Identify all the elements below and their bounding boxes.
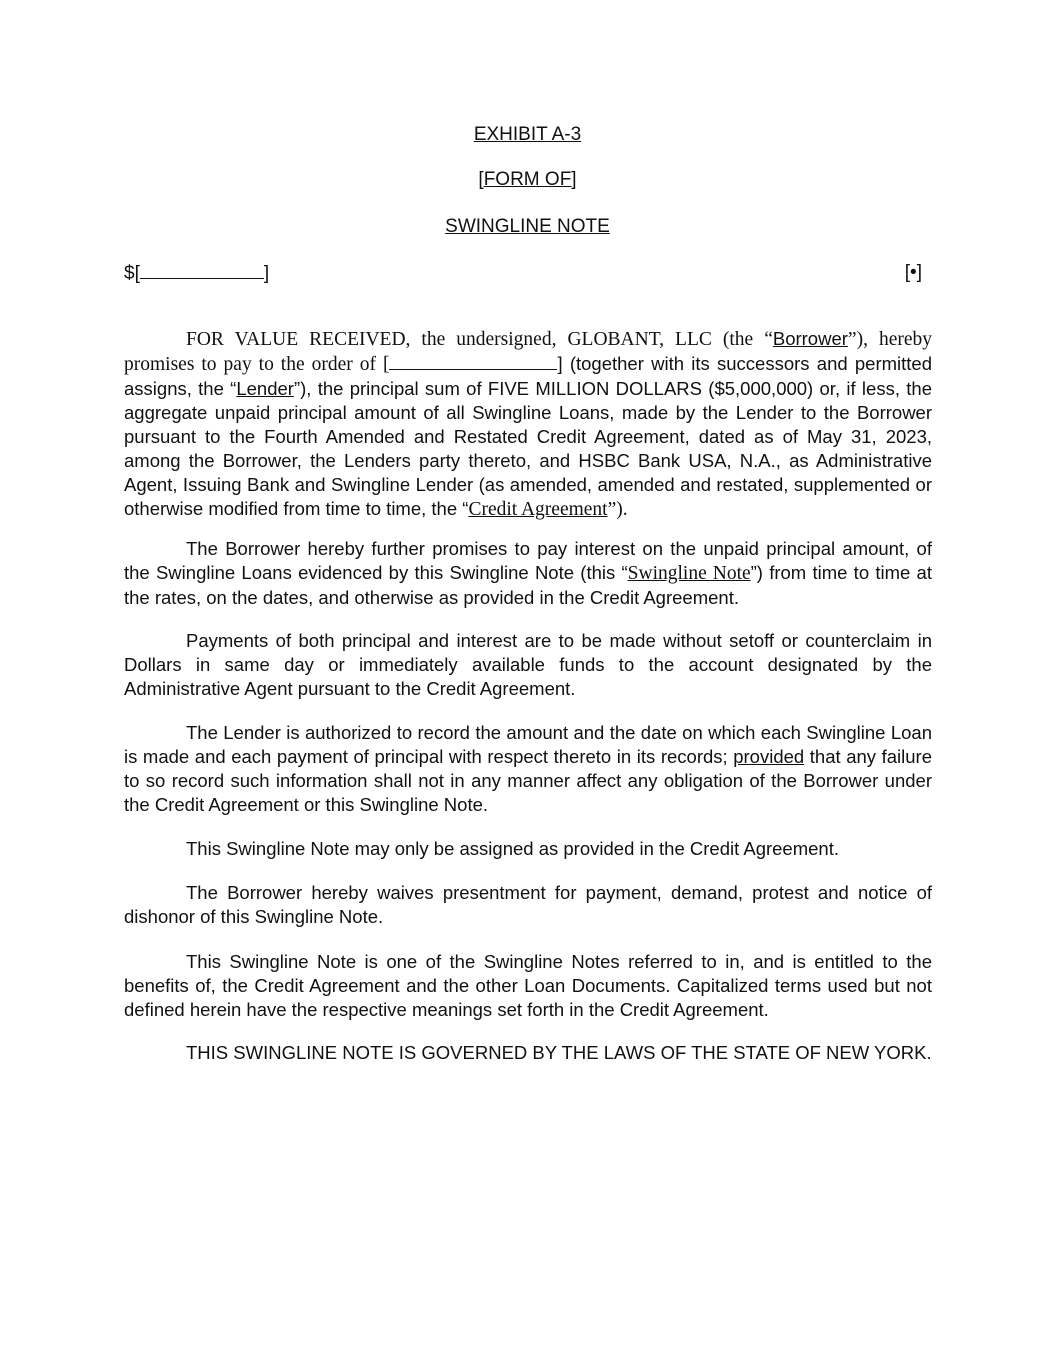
date-placeholder: [•] <box>904 262 922 283</box>
amount-prefix: $[ <box>124 263 140 284</box>
paragraph-interest: The Borrower hereby further promises to pay interest on the unpaid principal amount, of the Swingline Loans evidenced by this Swingline Note (this “Swingline Note”) from time to time at the rates, on the dates, and otherwise as provided in the Credit Agreement. <box>124 538 932 608</box>
paragraph-benefits: This Swingline Note is one of the Swingline Notes referred to in, and is entitled to the benefits of, the Credit Agreement and the other Loan Documents. Capitalized terms used but not defined herein have the respective meanings set forth in the Credit Agreement. <box>124 951 932 1020</box>
paragraph-assignment: This Swingline Note may only be assigned as provided in the Credit Agreement. <box>186 838 839 859</box>
paragraph-records: The Lender is authorized to record the amount and the date on which each Swingline Loan is made and each payment of principal with respect thereto in its records; provided that any failure to so record such information shall not in any manner affect any obligation of the Borrower under the Credit Agreement or this Swingline Note. <box>124 722 932 815</box>
paragraph-value-received: FOR VALUE RECEIVED, the undersigned, GLOBANT, LLC (the “Borrower”), hereby promises to pay to the order of [ ] (together with its successors and permitted assigns, the “Lender”), the principal sum of FIVE MILLION DOLLARS ($5,000,000) or, if less, the aggregate unpaid principal amount of all Swingline Loans, made by the Lender to the Borrower pursuant to the Fourth Amended and Restated Credit Agreement, dated as of May 31, 2023, among the Borrower, the Lenders party thereto, and HSBC Bank USA, N.A., as Administrative Agent, Issuing Bank and Swingline Lender (as amended, amended and restated, supplemented or otherwise modified from time to time, the “Credit Agreement”). <box>124 328 933 520</box>
paragraph-waiver: The Borrower hereby waives presentment for payment, demand, protest and notice of dishonor of this Swingline Note. <box>124 882 932 927</box>
document-title: SWINGLINE NOTE <box>445 216 610 237</box>
amount-line <box>124 262 934 285</box>
lender-name-blank <box>389 354 557 370</box>
defined-term-borrower: Borrower <box>772 328 848 349</box>
paragraph-governing-law: THIS SWINGLINE NOTE IS GOVERNED BY THE LAWS OF THE STATE OF NEW YORK. <box>186 1042 932 1063</box>
defined-term-credit-agreement: Credit Agreement <box>468 499 608 520</box>
defined-term-lender: Lender <box>236 378 294 399</box>
amount-suffix: ] <box>263 263 270 284</box>
defined-term-swingline-note: Swingline Note <box>627 563 751 584</box>
amount-blank <box>140 262 264 279</box>
form-of-heading: [FORM OF] <box>478 169 577 190</box>
term-provided: provided <box>733 746 805 767</box>
paragraph-payments: Payments of both principal and interest are to be made without setoff or counterclaim in Dollars in same day or immediately available funds to the account designated by the Administrative Agent pursuant to the Credit Agreement. <box>124 630 932 699</box>
exhibit-heading: EXHIBIT A-3 <box>473 124 582 145</box>
